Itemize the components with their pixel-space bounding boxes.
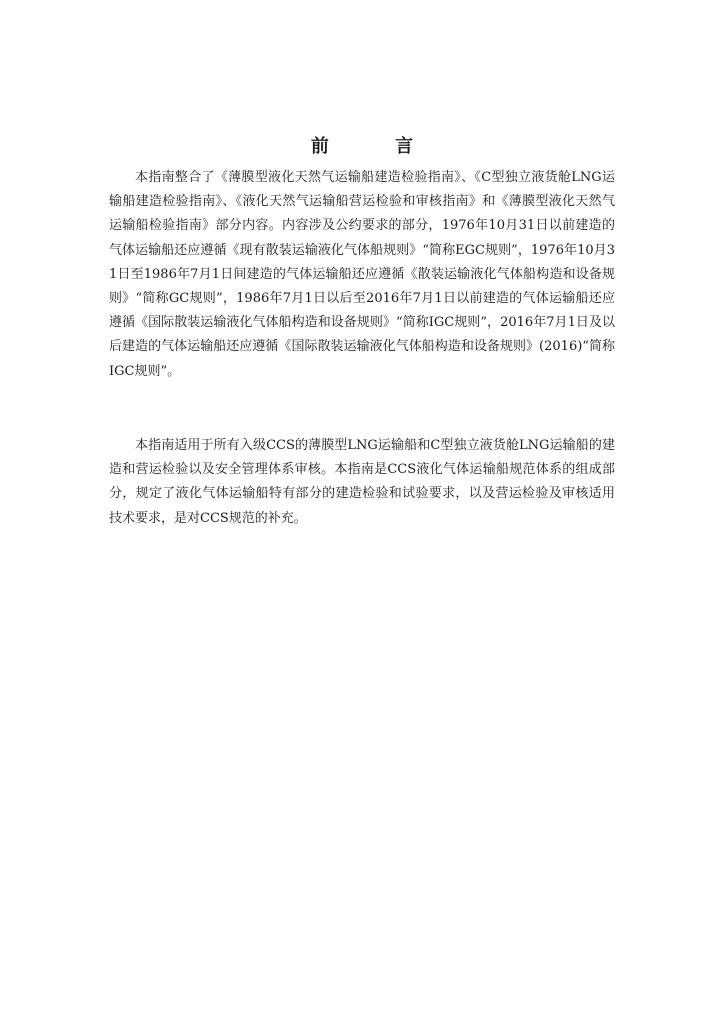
page-title: 前 言 [310, 136, 444, 157]
preface-paragraph-1: 本指南整合了《薄膜型液化天然气运输船建造检验指南》、《C型独立液货舱LNG运输船建造检验指南》、《液化天然气运输船营运检验和审核指南》和《薄膜型液化天然气运输船检验指南》部分内容。内容涉及公约要求的部分，1976年10月31日以前建造的气体运输船还应遵循《现有散装运输液化气体船规则》“简称EGC规则”，1976年10月31日至1986年7月1日间建造的气体运输船还应遵循《散装运输液化气体船构造和设备规则》“简称GC规则”，1986年7月1日以后至2016年7月1日以前建造的气体运输船还应遵循《国际散装运输液化气体船构造和设备规则》“简称IGC规则”，2016年7月1日及以后建造的气体运输船还应遵循《国际散装运输液化气体船构造和设备规则》(2016)“简称IGC规则”。 [109, 170, 615, 379]
preface-paragraph-2: 本指南适用于所有入级CCS的薄膜型LNG运输船和C型独立液货舱LNG运输船的建造和营运检验以及安全管理体系审核。本指南是CCS液化气体运输船规范体系的组成部分，规定了液化气体运输船特有部分的建造检验和试验要求，以及营运检验及审核适用技术要求，是对CCS规范的补充。 [109, 438, 615, 526]
